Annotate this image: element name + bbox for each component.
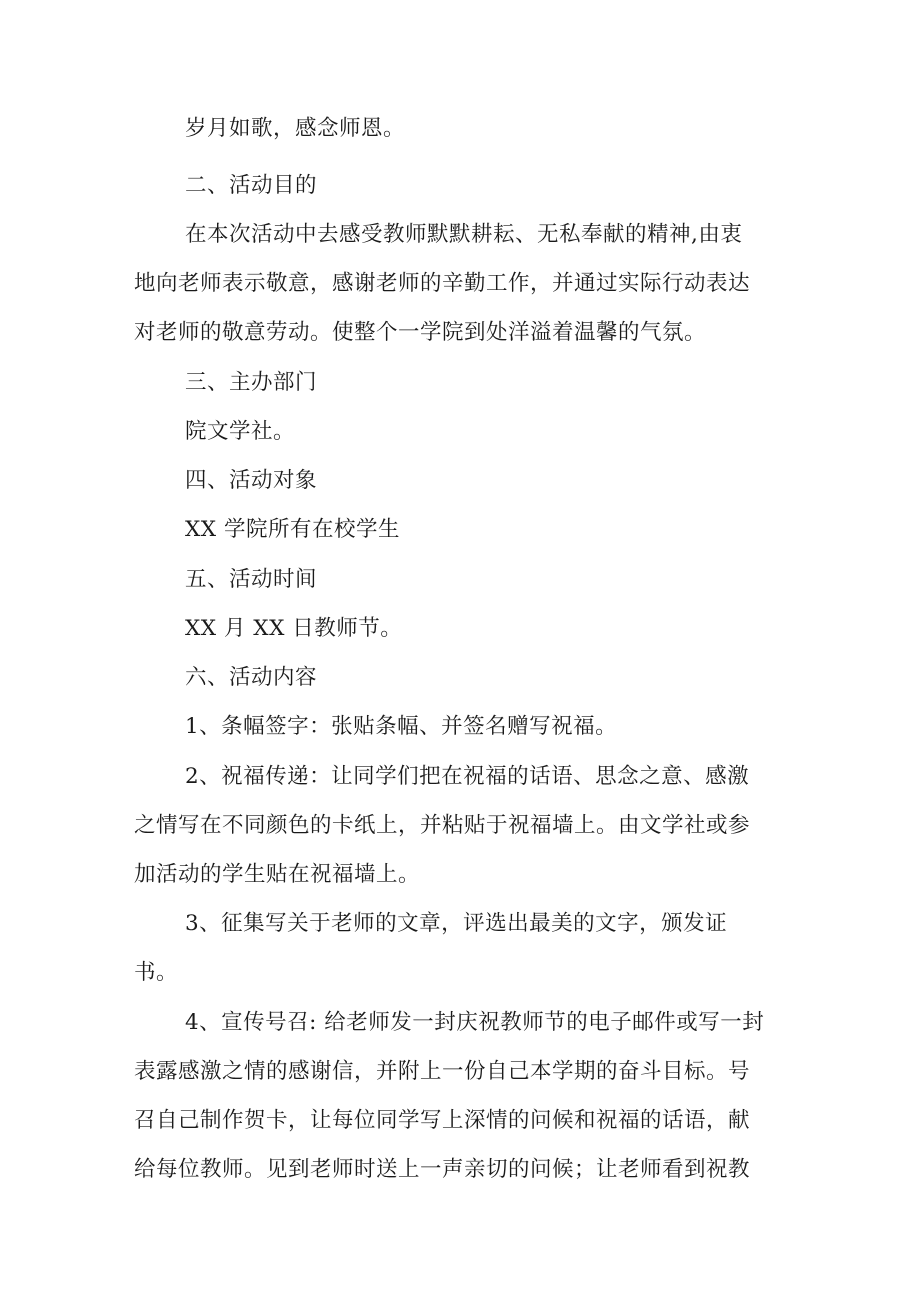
- list-item-line: 召自己制作贺卡，让每位同学写上深情的问候和祝福的话语，献: [134, 1108, 751, 1133]
- list-item-line: 书。: [134, 960, 179, 985]
- paragraph-line: 在本次活动中去感受教师默默耕耘、无私奉献的精神,由衷: [185, 222, 743, 247]
- section-heading: 四、活动对象: [185, 468, 318, 493]
- list-item-line: 表露感激之情的感谢信，并附上一份自己本学期的奋斗目标。号: [134, 1059, 751, 1084]
- paragraph-line: XX 月 XX 日教师节。: [185, 616, 403, 641]
- list-item-line: 1、条幅签字：张贴条幅、并签名赠写祝福。: [185, 714, 618, 739]
- list-item-line: 3、征集写关于老师的文章，评选出最美的文字，颁发证: [185, 911, 728, 936]
- paragraph-line: 院文学社。: [185, 419, 296, 444]
- section-heading: 五、活动时间: [185, 567, 318, 592]
- list-item-line: 2、祝福传递：让同学们把在祝福的话语、思念之意、感激: [185, 764, 750, 789]
- paragraph-line: 对老师的敬意劳动。使整个一学院到处洋溢着温馨的气氛。: [134, 320, 707, 345]
- section-heading: 二、活动目的: [185, 173, 318, 198]
- section-heading: 六、活动内容: [185, 665, 318, 690]
- list-item-line: 4、宣传号召: 给老师发一封庆祝教师节的电子邮件或写一封: [185, 1010, 765, 1035]
- list-item-line: 加活动的学生贴在祝福墙上。: [134, 862, 421, 887]
- list-item-line: 之情写在不同颜色的卡纸上，并粘贴于祝福墙上。由文学社或参: [134, 813, 751, 838]
- section-heading: 三、主办部门: [185, 370, 318, 395]
- paragraph-line: 地向老师表示敬意，感谢老师的辛勤工作，并通过实际行动表达: [134, 271, 751, 296]
- paragraph-line: XX 学院所有在校学生: [185, 517, 400, 542]
- paragraph-line: 岁月如歌，感念师恩。: [185, 116, 406, 141]
- list-item-line: 给每位教师。见到老师时送上一声亲切的问候；让老师看到祝教: [134, 1157, 751, 1182]
